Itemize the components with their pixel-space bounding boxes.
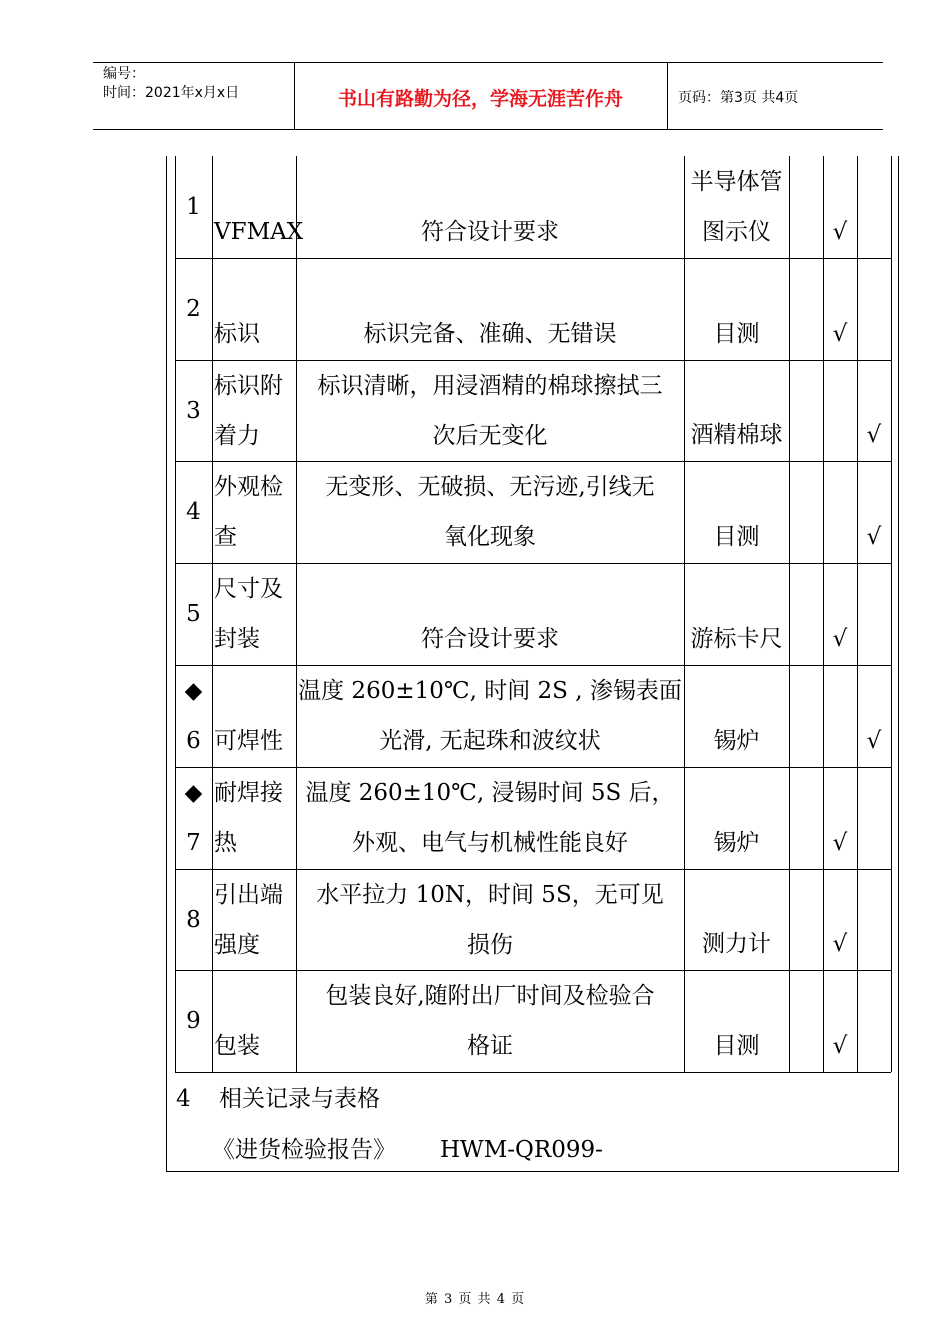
- table-column-rule: [212, 156, 213, 1072]
- tool-name: 目测: [713, 1033, 760, 1060]
- item-name: 耐焊接: [214, 779, 283, 806]
- row-number: 8: [186, 906, 201, 933]
- page-footer: 第 3 页 共 4 页: [424, 1292, 526, 1307]
- document-time-label: 时间：2021年x月x日: [103, 85, 240, 101]
- item-name: 查: [214, 524, 237, 551]
- tool-name: 图示仪: [702, 219, 771, 245]
- header-motto: 书山有路勤为径，学海无涯苦作舟: [337, 88, 623, 110]
- row-number: 1: [186, 193, 201, 220]
- header-page-label: 页码：第3页 共4页: [678, 90, 799, 106]
- document-number-label: 编号：: [103, 66, 145, 82]
- tool-name: 游标卡尺: [690, 626, 783, 652]
- item-name: 封装: [214, 626, 260, 653]
- tool-name: 锡炉: [713, 727, 760, 754]
- check-mark-b: √: [866, 727, 882, 754]
- row-number: 3: [186, 397, 201, 424]
- tool-name: 锡炉: [713, 829, 760, 856]
- item-name: 外观检: [214, 474, 283, 501]
- section-title: 相关记录与表格: [219, 1086, 380, 1112]
- row-mark-icon: ◆: [184, 779, 203, 806]
- requirement-text: 符合设计要求: [421, 626, 559, 652]
- tool-name: 测力计: [702, 931, 771, 958]
- section-heading: [176, 1080, 380, 1113]
- check-mark-a: √: [832, 931, 848, 958]
- check-mark-b: √: [866, 524, 882, 551]
- check-mark-a: √: [832, 218, 848, 245]
- row-number: 6: [186, 728, 201, 754]
- requirement-text: 氧化现象: [444, 524, 536, 551]
- item-name: 标识附: [214, 372, 283, 399]
- row-mark-icon: ◆: [184, 678, 203, 704]
- table-row-rule: [175, 258, 891, 259]
- row-number: 2: [186, 295, 201, 322]
- item-name: 着力: [214, 422, 260, 449]
- row-number: 4: [186, 499, 201, 526]
- check-mark-a: √: [832, 1033, 848, 1060]
- requirement-text: 光滑, 无起珠和波纹状: [379, 728, 601, 754]
- requirement-text: 格证: [467, 1033, 513, 1060]
- table-column-rule: [891, 156, 892, 1072]
- requirement-text: 符合设计要求: [421, 218, 559, 245]
- requirement-text: 损伤: [467, 931, 513, 958]
- requirement-text: 次后无变化: [432, 422, 548, 449]
- requirement-text: 无变形、无破损、无污迹,引线无: [325, 474, 655, 501]
- item-name: 引出端: [214, 881, 283, 908]
- item-name: 热: [214, 829, 237, 856]
- table-column-rule: [789, 156, 790, 1072]
- record-line: [212, 1131, 603, 1164]
- requirement-text: 标识完备、准确、无错误: [363, 320, 617, 347]
- requirement-text: 标识清晰，用浸酒精的棉球擦拭三: [317, 372, 663, 399]
- row-number: 9: [186, 1008, 201, 1035]
- item-name: 尺寸及: [214, 576, 283, 603]
- row-number: 7: [186, 829, 201, 856]
- tool-name: 酒精棉球: [690, 422, 783, 449]
- requirement-text: 包装良好,随附出厂时间及检验合: [325, 983, 655, 1010]
- requirement-text: 温度 260±10℃, 时间 2S , 渗锡表面: [298, 678, 682, 704]
- tool-name: 半导体管: [690, 169, 783, 195]
- item-name: VFMAX: [214, 218, 304, 245]
- row-number: 5: [186, 601, 201, 628]
- requirement-text: 外观、电气与机械性能良好: [352, 829, 628, 856]
- item-name: 可焊性: [214, 727, 283, 754]
- check-mark-a: √: [832, 829, 848, 856]
- item-name: 强度: [214, 931, 260, 958]
- item-name: 包装: [214, 1033, 260, 1060]
- check-mark-b: √: [866, 422, 882, 449]
- record-name: 《进货检验报告》: [212, 1137, 396, 1163]
- check-mark-a: √: [832, 626, 848, 652]
- item-name: 标识: [214, 320, 260, 347]
- tool-name: 目测: [713, 524, 760, 551]
- section-number: 4: [176, 1086, 191, 1112]
- requirement-text: 温度 260±10℃, 浸锡时间 5S 后，: [305, 779, 675, 806]
- record-code: HWM-QR099-: [440, 1137, 603, 1163]
- table-column-rule: [857, 156, 858, 1072]
- requirement-text: 水平拉力 10N，时间 5S，无可见: [316, 881, 664, 908]
- check-mark-a: √: [832, 320, 848, 347]
- tool-name: 目测: [713, 320, 760, 347]
- table-row-rule: [175, 1072, 891, 1073]
